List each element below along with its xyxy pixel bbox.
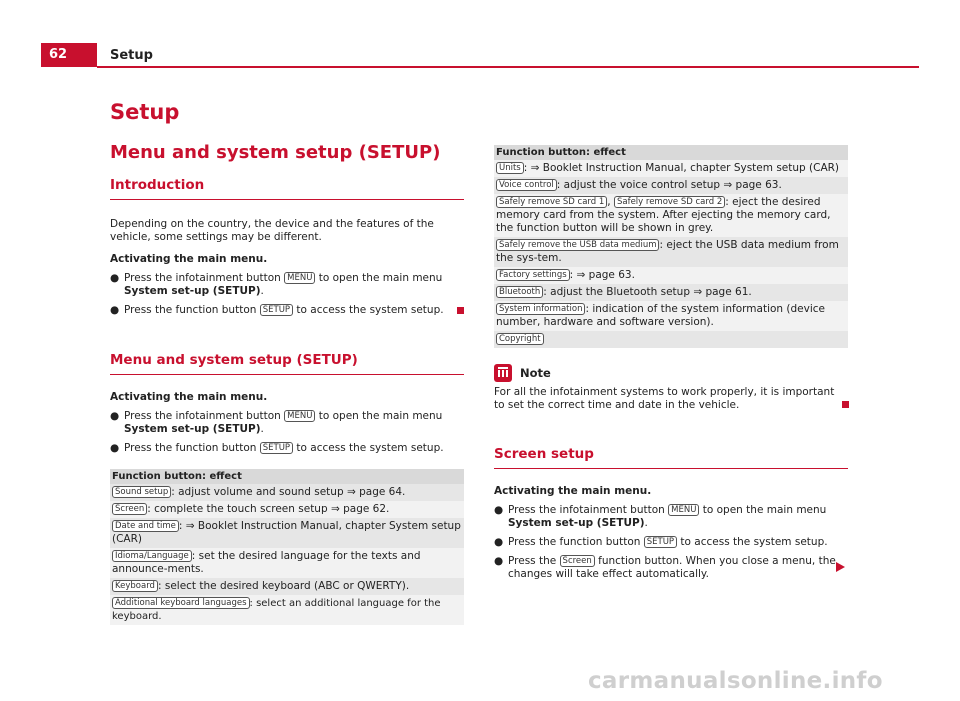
header-rule — [97, 66, 919, 68]
end-mark — [842, 401, 849, 408]
table-row: Voice control : adjust the voice control setup ⇒ page 63. — [494, 177, 848, 194]
subsection-screen-setup: Screen setup — [494, 446, 848, 469]
setup-key: SETUP — [260, 304, 293, 316]
function-table-left — [110, 469, 464, 625]
table-row: Date and time : ⇒ Booklet Instruction Manual, chapter System setup (CAR) — [110, 518, 464, 548]
table-header: Function button: effect — [110, 469, 464, 484]
subsection-menu-setup: Menu and system setup (SETUP) — [110, 352, 464, 375]
table-row: Keyboard : select the desired keyboard (ABC or QWERTY). — [110, 578, 464, 595]
note-icon — [494, 364, 512, 382]
bullet-item: ● Press the Screen function button. When you close a menu, the changes will take effect automatically. — [494, 554, 836, 580]
bullet-item: ● Press the function button SETUP to access the system setup. — [110, 442, 444, 454]
function-table-right — [494, 145, 848, 348]
table-row: Safely remove the USB data medium : eject the USB data medium from the sys-tem. — [494, 237, 848, 267]
continue-arrow-icon — [836, 562, 845, 572]
intro-text: Depending on the country, the device and the features of the vehicle, some settings may be different. — [110, 218, 434, 243]
chapter-title: Setup — [110, 100, 180, 124]
note-text: For all the infotainment systems to work properly, it is important to set the correct time and date in the vehicle. — [494, 385, 835, 411]
bullet-item: ● Press the infotainment button MENU to open the main menu System set-up (SETUP). — [110, 410, 443, 435]
right-column — [494, 145, 848, 581]
bullet-item: ● Press the function button SETUP to access the system setup. — [110, 304, 464, 317]
left-column — [110, 100, 464, 625]
table-header: Function button: effect — [494, 145, 848, 160]
running-header-title: Setup — [110, 48, 153, 63]
menu-key: MENU — [668, 504, 699, 516]
table-row: Copyright — [494, 331, 848, 348]
table-row: Additional keyboard languages : select an additional language for the keyboard. — [110, 595, 464, 625]
table-row: Screen : complete the touch screen setup ⇒ page 62. — [110, 501, 464, 518]
screen-key: Screen — [560, 555, 595, 567]
menu-key: MENU — [284, 410, 315, 422]
setup-key: SETUP — [260, 442, 293, 454]
bullet-item: ● Press the function button SETUP to access the system setup. — [494, 535, 828, 548]
note-title: Note — [520, 365, 551, 380]
setup-key: SETUP — [644, 536, 677, 548]
activating-label: Activating the main menu. — [494, 484, 652, 497]
subsection-introduction: Introduction — [110, 177, 464, 200]
watermark: carmanualsonline.info — [588, 668, 883, 694]
table-row: Bluetooth : adjust the Bluetooth setup ⇒ page 61. — [494, 284, 848, 301]
table-row: Units : ⇒ Booklet Instruction Manual, chapter System setup (CAR) — [494, 160, 848, 177]
table-row: Idioma/Language : set the desired language for the texts and announce-ments. — [110, 548, 464, 578]
activating-label: Activating the main menu. — [110, 253, 268, 265]
note-box — [494, 362, 848, 382]
bullet-item: ● Press the infotainment button MENU to open the main menu System set-up (SETUP). — [110, 272, 443, 297]
table-row: System information : indication of the system information (device number, hardware and software version). — [494, 301, 848, 331]
bullet-item: ● Press the infotainment button MENU to open the main menu System set-up (SETUP). — [494, 503, 827, 529]
table-row: Safely remove SD card 1 , Safely remove SD card 2 : eject the desired memory card from the system. After ejecting the memory card, the function button will be shown in grey. — [494, 194, 848, 237]
end-mark — [457, 307, 464, 314]
activating-label: Activating the main menu. — [110, 391, 268, 403]
table-row: Sound setup : adjust volume and sound setup ⇒ page 64. — [110, 484, 464, 501]
page-number: 62 — [41, 43, 97, 67]
section-title: Menu and system setup (SETUP) — [110, 142, 441, 163]
table-row: Factory settings : ⇒ page 63. — [494, 267, 848, 284]
menu-key: MENU — [284, 272, 315, 284]
